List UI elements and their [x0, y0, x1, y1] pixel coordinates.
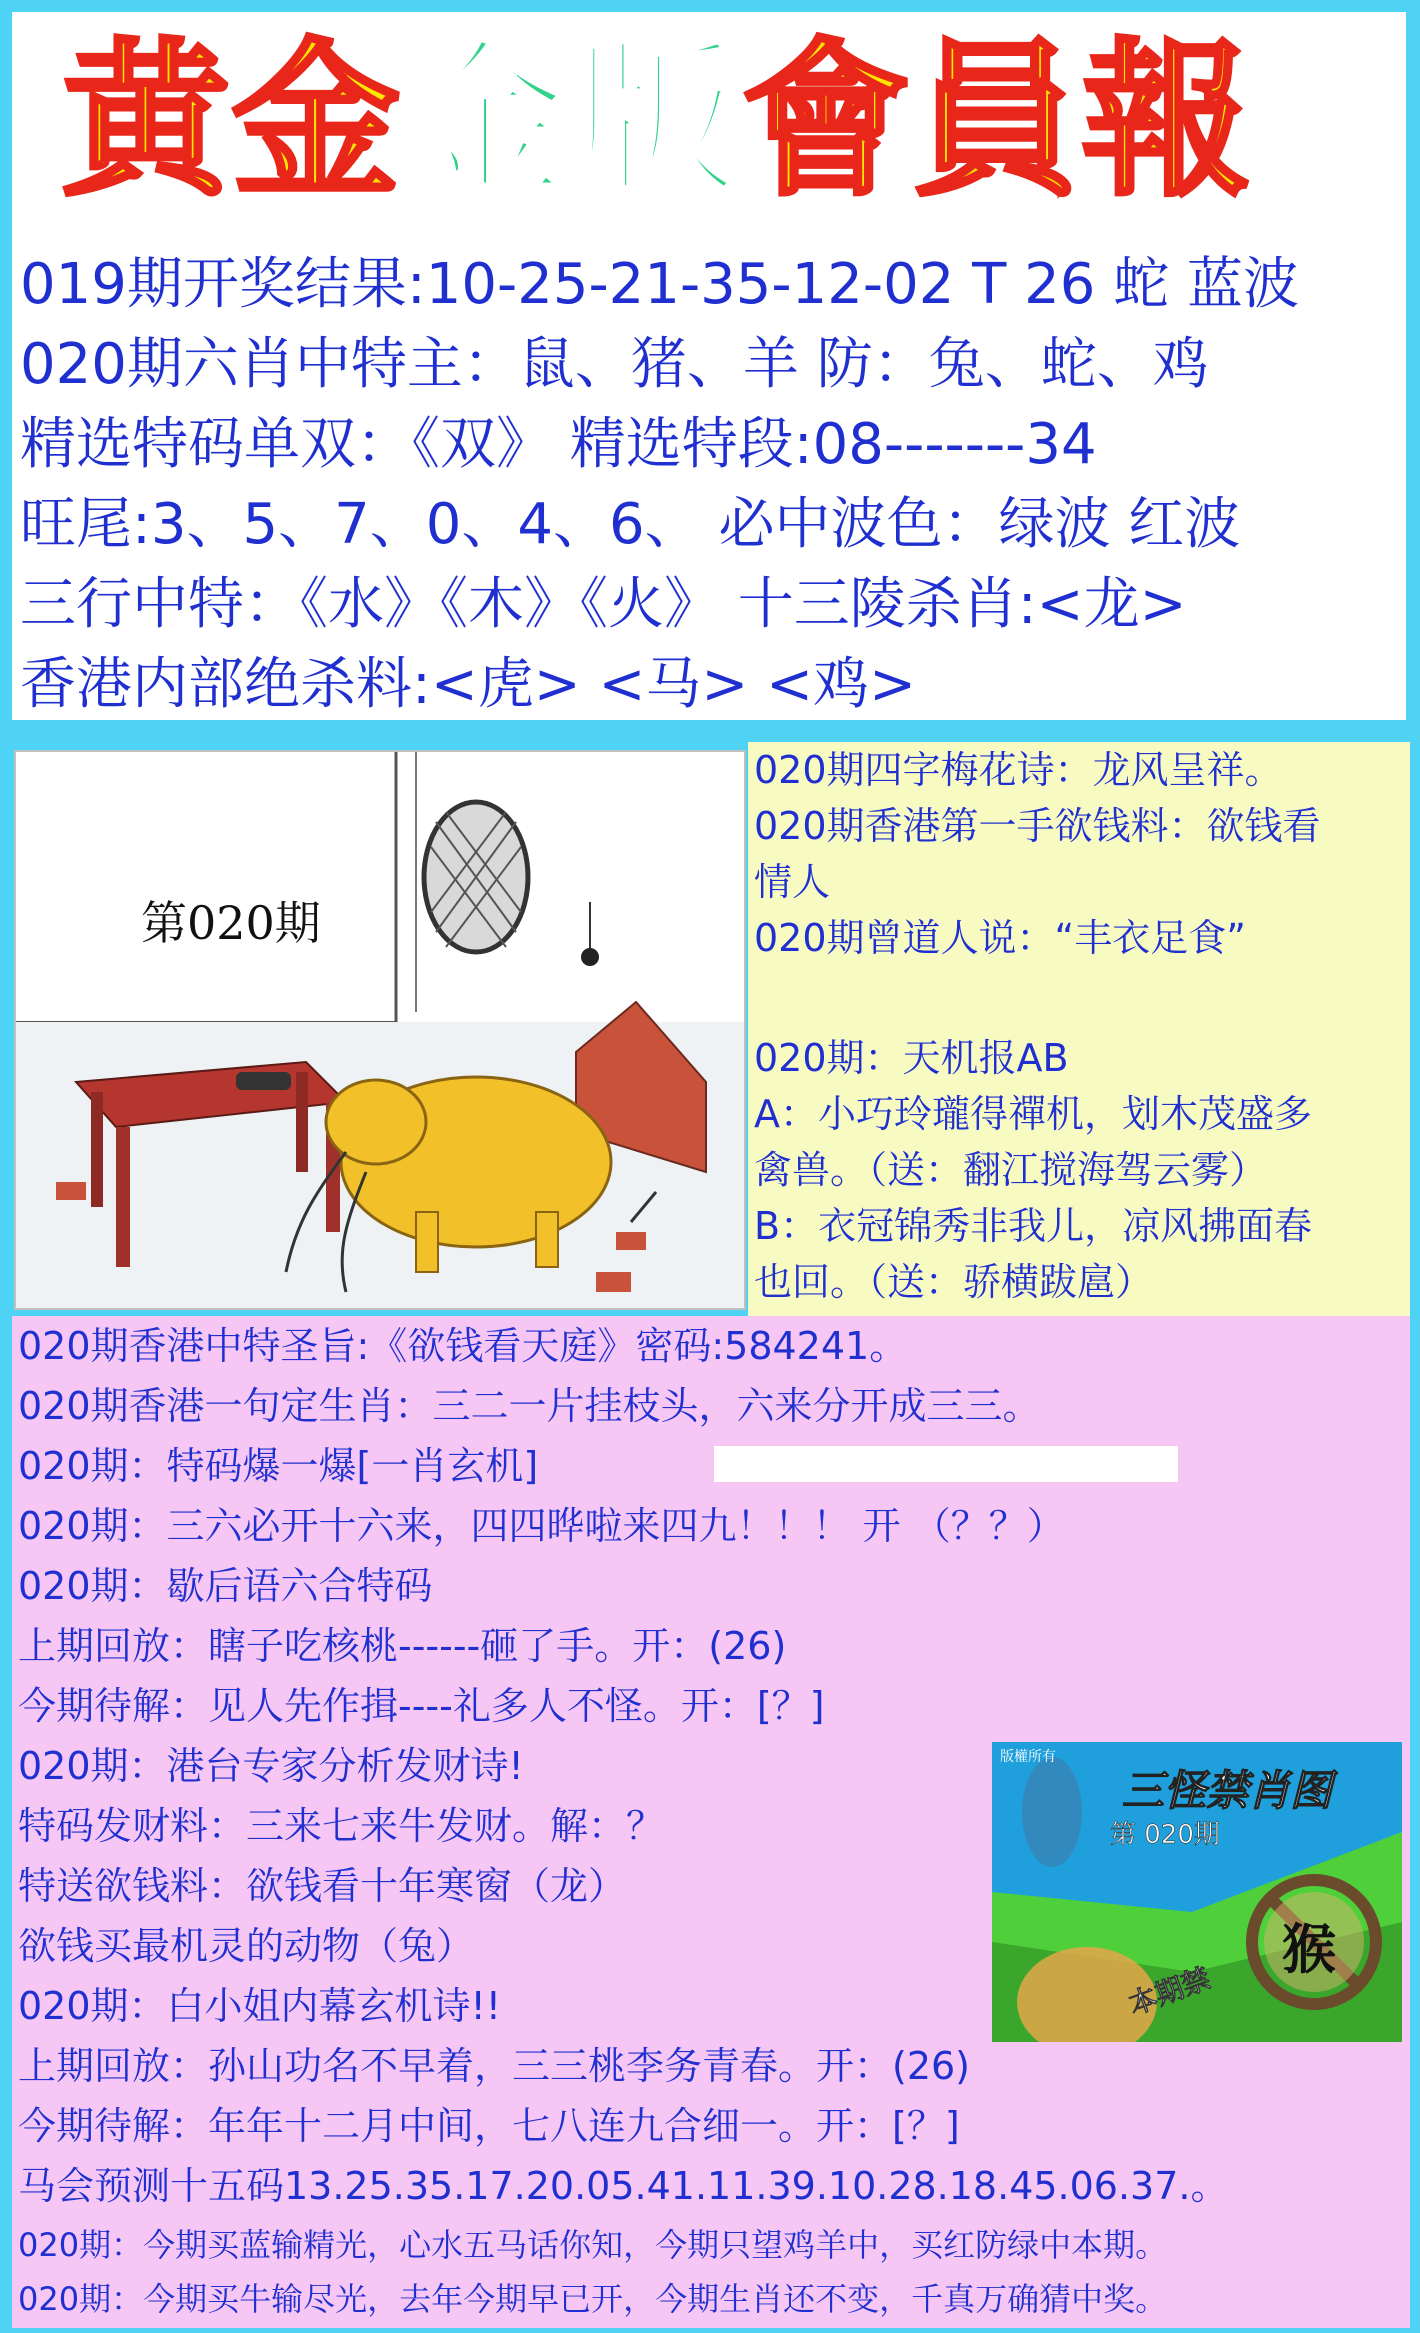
- top-info-panel: [12, 230, 1406, 720]
- border-fleck: [16, 752, 19, 755]
- tianji-title: 020期：天机报AB: [754, 1036, 1069, 1080]
- hk-zodiac-line: 020期香港一句定生肖：三二一片挂枝头，六来分开成三三。: [18, 1384, 1041, 1428]
- title-char: 金: [402, 23, 572, 219]
- redaction-bar: [714, 1446, 1178, 1482]
- hk-money-line-cont: 情人: [754, 860, 831, 904]
- five-elements-line: 三行中特：《水》《木》《火》 十三陵杀肖:<龙>: [20, 572, 1187, 637]
- cartoon-drawing: [16, 752, 746, 1310]
- banned-zodiac-inset: [992, 1742, 1402, 2042]
- title-char: 會: [742, 23, 912, 219]
- inset-title: 三怪禁肖图: [1122, 1766, 1333, 1815]
- tianji-b-line: B：衣冠锦秀非我儿，凉风拂面春: [754, 1204, 1313, 1248]
- inset-copyright: 版權所有: [1000, 1749, 1056, 1765]
- title-char: 金: [232, 23, 402, 219]
- insider-kill-line: 香港内部绝杀料:<虎> <马> <鸡>: [20, 652, 916, 717]
- smart-animal-line: 欲钱买最机灵的动物（兔）: [18, 1924, 475, 1968]
- inset-zodiac: 猴: [1282, 1918, 1336, 1981]
- fortune-code-line: 特码发财料：三来七来牛发财。解：？: [18, 1804, 665, 1848]
- title-char: 員: [912, 23, 1082, 219]
- current-riddle-poem: 今期待解：年年十二月中间，七八连九合细一。开：[？]: [18, 2104, 960, 2148]
- title-char: 版: [572, 23, 742, 219]
- odd-even-line: 精选特码单双：《双》 精选特段:08-------34: [20, 412, 1097, 477]
- fifteen-codes-line: 马会预测十五码13.25.35.17.20.05.41.11.39.10.28.18.45.06.37.。: [18, 2164, 1229, 2208]
- miss-bai-title: 020期：白小姐内幕玄机诗!!: [18, 1984, 501, 2028]
- hk-money-line: 020期香港第一手欲钱料：欲钱看: [754, 804, 1321, 848]
- current-riddle-line: 今期待解：见人先作揖----礼多人不怪。开：[？]: [18, 1684, 825, 1728]
- hk-decree-line: 020期香港中特圣旨:《欲钱看天庭》密码:584241。: [18, 1324, 908, 1368]
- issue-caption: 第020期: [141, 896, 321, 950]
- cartoon-illustration: [14, 750, 746, 1310]
- title-banner: [12, 12, 1406, 232]
- title-char: 黄: [62, 23, 232, 219]
- six-zodiac-line: 020期六肖中特主：鼠、猪、羊 防：兔、蛇、鸡: [20, 332, 1209, 397]
- title-char: 報: [1082, 23, 1252, 219]
- special-code-line: 020期：特码爆一爆[一肖玄机]: [18, 1444, 539, 1488]
- last-replay-line: 上期回放：瞎子吃核桃------砸了手。开：(26): [18, 1624, 787, 1668]
- tianji-a-line: A：小巧玲瓏得禪机，划木茂盛多: [754, 1092, 1312, 1136]
- newspaper-title: [62, 23, 1252, 219]
- blue-lose-line: 020期：今期买蓝输精光，心水五马话你知，今期只望鸡羊中，买红防绿中本期。: [18, 2226, 1168, 2264]
- ox-lose-line: 020期：今期买牛输尽光，去年今期早已开，今期生肖还不变，千真万确猜中奖。: [18, 2280, 1168, 2318]
- three-six-line: 020期：三六必开十六来，四四晔啦来四九！！！ 开 （？？）: [18, 1504, 1065, 1548]
- inset-banned-label: 本期禁: [1124, 1961, 1215, 2022]
- zeng-daoren-line: 020期曾道人说：“丰衣足食”: [754, 916, 1246, 960]
- last-replay-poem: 上期回放：孙山功名不早着，三三桃李务青春。开：(26): [18, 2044, 971, 2088]
- tianji-b-cont: 也回。（送：骄横跋扈）: [754, 1260, 1154, 1304]
- tail-number-line: 旺尾:3、5、7、0、4、6、 必中波色：绿波 红波: [20, 492, 1241, 557]
- tianji-a-cont: 禽兽。（送：翻江搅海驾云雾）: [754, 1148, 1268, 1192]
- xiehouyu-title: 020期：歇后语六合特码: [18, 1564, 433, 1608]
- expert-poem-title: 020期：港台专家分析发财诗!: [18, 1744, 524, 1788]
- draw-result-line: 019期开奖结果:10-25-21-35-12-02 T 26 蛇 蓝波: [20, 252, 1300, 317]
- mid-right-panel: [748, 742, 1410, 1316]
- inset-issue: 第 020期: [1110, 1820, 1220, 1850]
- plum-poem-line: 020期四字梅花诗：龙风呈祥。: [754, 748, 1283, 792]
- special-money-line: 特送欲钱料：欲钱看十年寒窗（龙）: [18, 1864, 627, 1908]
